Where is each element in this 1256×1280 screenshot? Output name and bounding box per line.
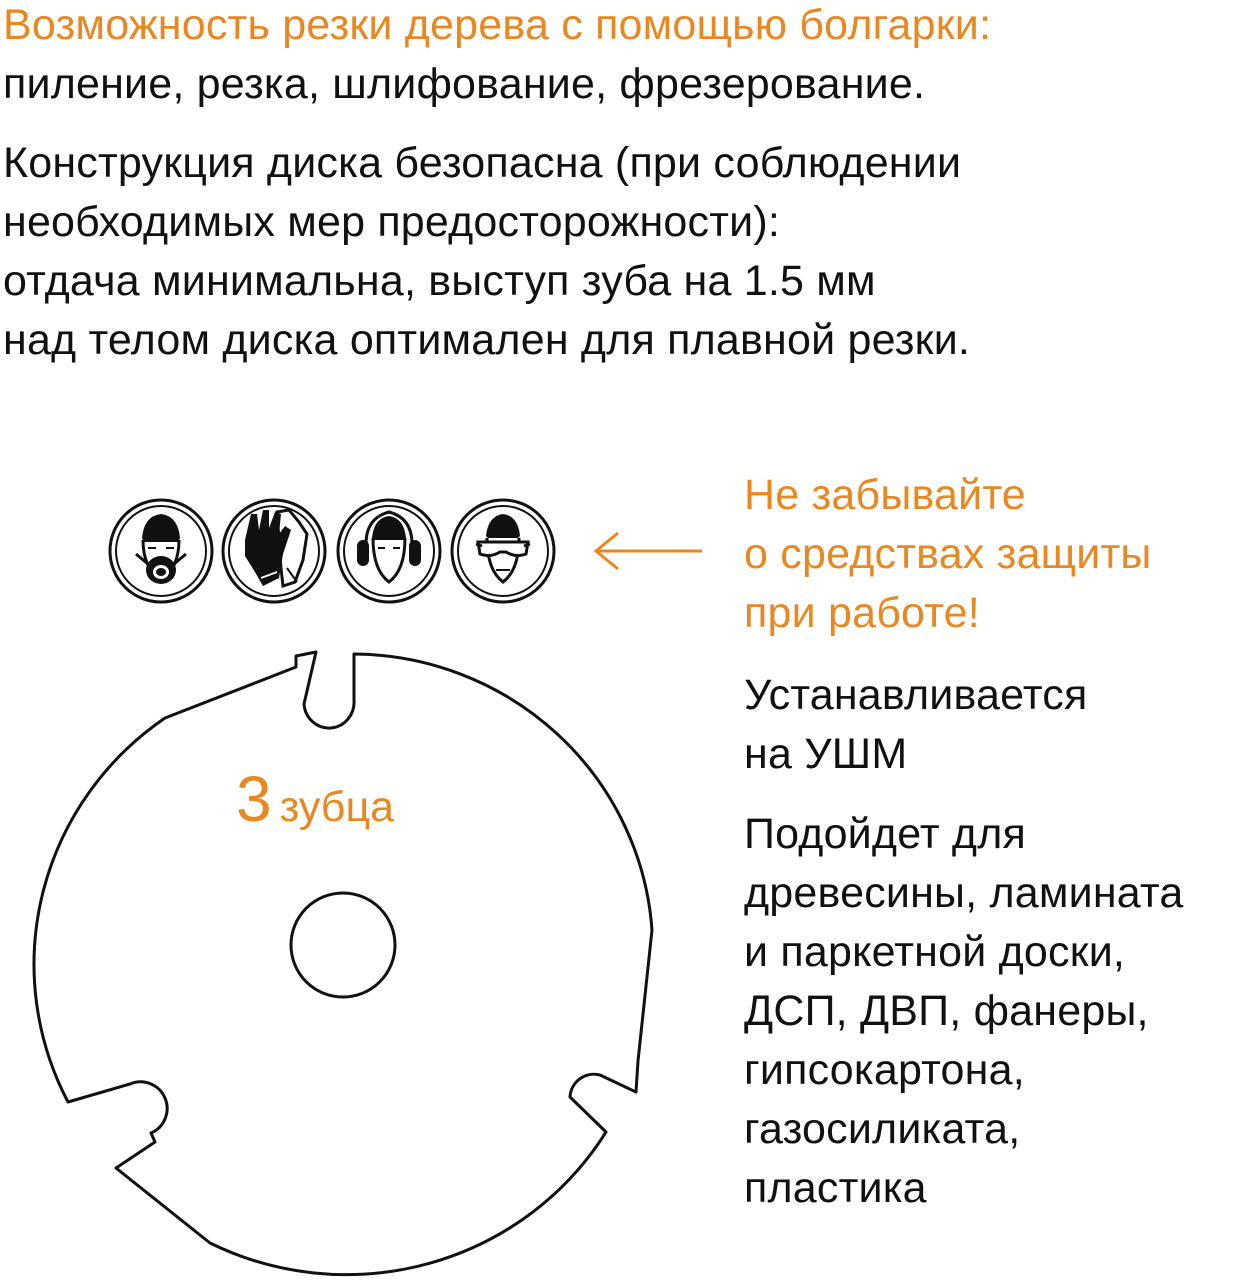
safety-line: Конструкция диска безопасна (при соблюдении [3,139,962,187]
teeth-label [236,762,394,836]
install-line: на УШМ [744,730,908,778]
arbor-hole [291,893,395,997]
materials-line: древесины, ламината [744,869,1184,917]
safety-line: отдача минимальна, выступ зуба на 1.5 мм [3,257,876,305]
reminder-line: при работе! [744,589,980,637]
teeth-word: зубца [279,783,394,831]
safety-line: над телом диска оптимален для плавной резки. [3,316,971,364]
materials-line: газосиликата, [744,1105,1021,1153]
reminder-line: Не забывайте [744,471,1026,519]
header-operations: пиление, резка, шлифование, фрезерование. [3,60,926,108]
safety-line: необходимых мер предосторожности): [3,198,780,246]
reminder-line: о средствах защиты [744,530,1152,578]
materials-line: ДСП, ДВП, фанеры, [744,987,1149,1035]
teeth-count: 3 [236,763,272,835]
materials-line: и паркетной доски, [744,928,1126,976]
header-title: Возможность резки дерева с помощью болгарки: [3,1,992,49]
materials-line: пластика [744,1164,927,1212]
materials-line: Подойдет для [744,810,1026,858]
materials-line: гипсокартона, [744,1046,1025,1094]
install-line: Устанавливается [744,671,1088,719]
